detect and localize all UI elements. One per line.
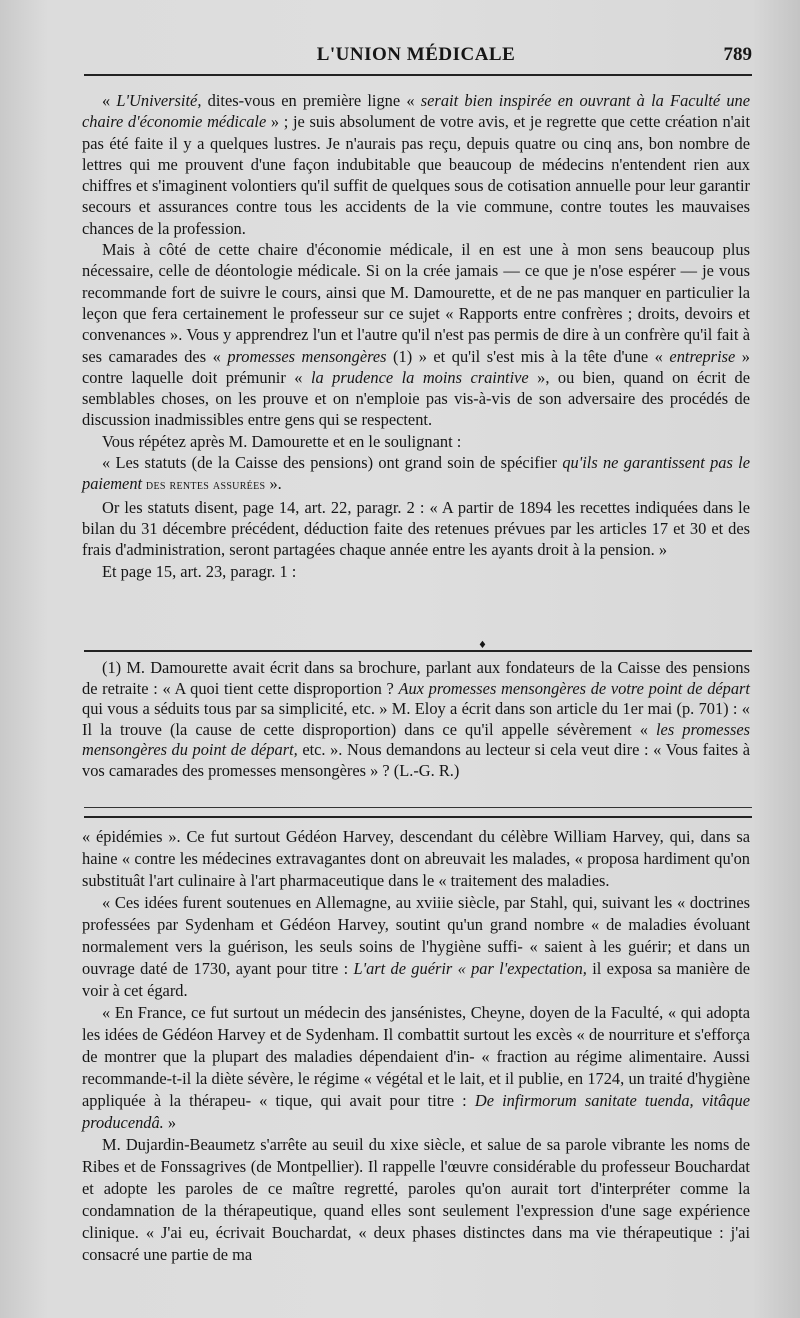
italic-run: De infirmorum sanitate tuenda, vitâque producendâ. bbox=[82, 1091, 750, 1132]
text-run: il exposa sa manière de voir à cet égard. bbox=[82, 959, 750, 1000]
text-run: », ou bien, quand on écrit de semblables choses, on les prouve et on n'emploie pas vis-à-vis de son adversaire des procédés de discussion inadmissibles entre gens qui se respectent. bbox=[82, 367, 750, 430]
italic-run: L'art de guérir « par l'expectation, bbox=[353, 959, 587, 978]
quote-2 bbox=[82, 892, 750, 1002]
text-run: » bbox=[163, 1113, 177, 1132]
text-run: dites-vous en première ligne « bbox=[201, 91, 421, 110]
text-run: (1) » et qu'il s'est mis à la tête d'une « bbox=[386, 346, 670, 366]
page-number: 789 bbox=[723, 44, 752, 65]
italic-run: la prudence la moins craintive bbox=[310, 367, 529, 387]
running-title: L'UNION MÉDICALE bbox=[316, 44, 516, 65]
main-text bbox=[82, 90, 750, 582]
quote-1: « épidémies ». Ce fut surtout Gédéon Harvey, descendant du célèbre William Harvey, qui, dans sa haine « contre les médecines extravagantes dont on abreuvait les malades, « proposa hardiment qu'on substituât l'art culinaire à l'art pharmaceutique dans le « traitement des maladies. bbox=[82, 827, 750, 890]
text-run: etc. ». Nous demandons au lecteur si cela veut dire : « Vous faites à vos camarades des promesses mensongères » ? (L.-G. R.) bbox=[82, 740, 750, 780]
quote-3 bbox=[82, 1002, 750, 1134]
italic-run: les promesses mensongères du point de départ, bbox=[82, 719, 750, 760]
text-run: « bbox=[102, 91, 117, 110]
paragraph-3: Vous répétez après M. Damourette et en le soulignant : bbox=[102, 431, 462, 451]
text-run: (1) M. Damourette avait écrit dans sa brochure, parlant aux fondateurs de la Caisse des pensions de retraite : « A quoi tient cette disproportion ? bbox=[82, 658, 750, 698]
lower-text bbox=[82, 826, 750, 1266]
header-rule bbox=[84, 74, 752, 76]
footnote-text bbox=[82, 658, 750, 782]
text-run: qui vous a séduits tous par sa simplicité, etc. » M. Eloy a écrit dans son article du 1er mai (p. 701) : « Il la trouve (la cause de cette disproportion) dans ce qu'il appelle sévèrement « bbox=[82, 699, 750, 739]
separator-mark: ♦ bbox=[478, 640, 487, 651]
paragraph-dujardin: M. Dujardin-Beaumetz s'arrête au seuil du xixe siècle, et salue de sa parole vibrante les noms de Ribes et de Fonssagrives (de Montpellier). Il rappelle l'œuvre considérable du professeur Bouchardat et adopte les paroles de ce maître regretté, paroles qu'on aurait tort d'interpréter comme la condamnation de la thérapeutique, quand elles sont seulement l'expression d'une sage expérience clinique. « J'ai eu, écrivait Bouchardat, « deux phases distinctes dans ma vie thérapeutique : j'ai consacré une partie de ma bbox=[82, 1135, 750, 1264]
italic-run: promesses mensongères bbox=[227, 346, 387, 366]
italic-run: Aux promesses mensongères de votre point de départ bbox=[398, 678, 750, 698]
small-caps-run: des rentes assurées bbox=[142, 477, 266, 494]
italic-run: qu'ils ne garantissent pas le paiement bbox=[82, 453, 750, 494]
paragraph-2 bbox=[82, 239, 750, 431]
footnote bbox=[82, 658, 750, 782]
text-run: « Les statuts (de la Caisse des pensions) ont grand soin de spécifier bbox=[102, 453, 563, 473]
page-header bbox=[80, 44, 752, 74]
paragraph-1 bbox=[82, 90, 750, 239]
text-run: » contre laquelle doit prémunir « bbox=[82, 346, 751, 387]
text-run: Mais à côté de cette chaire d'économie médicale, il en est une à mon sens beaucoup plus nécessaire, celle de déontologie médicale. Si on la crée jamais — ce que je n'ose espérer — je vous recommande fort de suivre le cours, ainsi que M. Damourette, et de ne pas manquer en particulier la leçon que fera certainement le professeur sur ce sujet « Rapports entre confrères ; droits, devoirs et convenances ». Vous y apprendrez l'un et l'autre qu'il n'est pas permis de dire à un confrère qu'il fait à ses camarades des « bbox=[82, 240, 750, 366]
italic-run: serait bien inspirée en ouvrant à la Faculté une chaire d'économie médicale bbox=[82, 91, 750, 132]
paragraph-5: Or les statuts disent, page 14, art. 22, paragr. 2 : « A partir de 1894 les recettes indiquées dans le bilan du 31 décembre précédent, déduction faite des retenues prévues par les articles 17 et 30 et des frais d'administration, seront partagées chaque année entre les ayants droit à la pension. » bbox=[82, 497, 750, 560]
footnote-rule bbox=[84, 650, 752, 652]
paragraph-4 bbox=[82, 452, 750, 497]
text-run: « Ces idées furent soutenues en Allemagne, au xviiie siècle, par Stahl, qui, suivant les « doctrines professées par Sydenham et Gédéon Harvey, soutint qu'un grand nombre « de maladies évoluant normalement vers la guérison, les seuls soins de l'hygiène suffi- « saient à les guérir; et dans un ouvrage daté de 1730, ayant pour titre : bbox=[82, 893, 750, 978]
text-run: « En France, ce fut surtout un médecin des jansénistes, Cheyne, doyen de la Faculté, « qui adopta les idées de Gédéon Harvey et de Sydenham. Il combattit surtout les excès « de nourriture et s'efforça de montrer que la plupart des maladies dépendaient d'in- « fraction au régime alimentaire. Aussi recommande-t-il la diète sévère, le régime « végétal et le lait, et il publie, en 1724, un traité d'hygiène appliquée à la thérapeu- « tique, qui avait pour titre : bbox=[82, 1003, 750, 1110]
section-rule-2 bbox=[84, 816, 752, 818]
text-run: » ; je suis absolument de votre avis, et je regrette que cette création n'ait pas été faite il y a quelques lustres. Je n'aurais pas reçu, depuis quatre ou cinq ans, bon nombre de lettres qui me prouvent d'une façon indubitable que beaucoup de médecins n'entendent rien aux chiffres et s'imaginent volontiers qu'il suffit de quelques sous de cotisation annuelle pour leur garantir secours et assurances contre tous les accidents de la vie commune, contre toutes les mauvaises chances de la profession. bbox=[82, 112, 750, 238]
italic-run: L'Université, bbox=[116, 91, 202, 110]
text-run: ». bbox=[265, 474, 282, 494]
section-rule-1 bbox=[84, 807, 752, 808]
paragraph-6: Et page 15, art. 23, paragr. 1 : bbox=[102, 561, 297, 581]
italic-run: entreprise bbox=[669, 346, 736, 366]
